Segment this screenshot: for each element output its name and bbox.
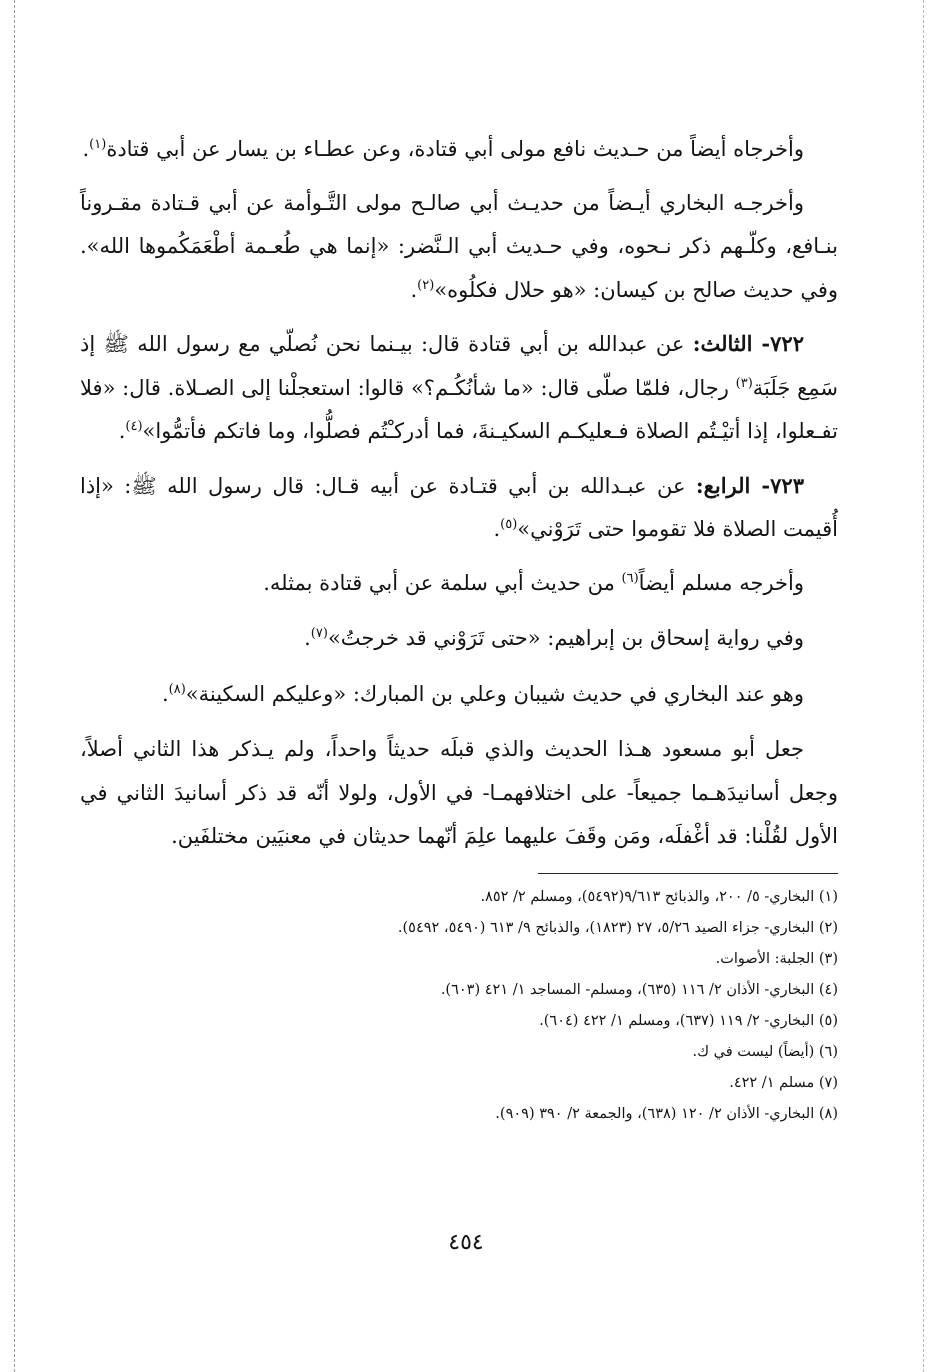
footnote-ref: (٣) bbox=[735, 375, 753, 391]
footnote-ref: (٦) bbox=[621, 570, 639, 586]
footnote-divider bbox=[538, 873, 838, 874]
hadith-722: ٧٢٢- الثالث: عن عبدالله بن أبي قتادة قال: بيـنما نحن نُصلّي مع رسول الله ﷺ إذ سَمِع جَلَبَة$^{(٣)}$ رجال، فلمّا صلّى قال: «ما شأنُكُـم؟» قالوا: استعجلْنا إلى الصـلاة. قال: «فلا تفـعلوا، إذا أتيْـتُم الصلاة فـعليكـم السكيـنةَ، فما أدركـْتُم فصلُّوا، وما فاتكم فأتمُّوا»$^{(٤)}$. bbox=[80, 331, 838, 443]
footnote-5: (٥) البخاري- ٢/ ١١٩ (٦٣٧)، ومسلم ١/ ٤٢٢ (٦٠٤). bbox=[539, 1012, 838, 1029]
page-body bbox=[80, 128, 838, 1130]
paragraph-text: وأخرجاه أيضاً من حـديث نافع مولى أبي قتادة، وعن عطـاء بن يسار عن أبي قتادة bbox=[106, 137, 804, 161]
footnote-ref: (٨) bbox=[168, 681, 186, 697]
footnote-3: (٣) الجلبة: الأصوات. bbox=[715, 950, 838, 967]
footnote-2: (٢) البخاري- جزاء الصيد ٥/٢٦، ٢٧ (١٨٢٣)، والذبائح ٩/ ٦١٣ (٥٤٩٠، ٥٤٩٢). bbox=[397, 919, 838, 936]
paragraph-text: من حديث أبي سلمة عن أبي قتادة بمثله. bbox=[263, 570, 615, 595]
hadith-number: ٧٢٢- الثالث: bbox=[692, 331, 804, 356]
footnote-ref: (٢) bbox=[417, 277, 435, 293]
footnote-7: (٧) مسلم ١/ ٤٢٢. bbox=[729, 1074, 838, 1091]
paragraph-5 bbox=[80, 562, 838, 606]
paragraph-text: وفي رواية إسحاق بن إبراهيم: «حتى تَرَوْني قد خرجتُ» bbox=[327, 626, 804, 650]
hadith-number: ٧٢٣- الرابع: bbox=[695, 472, 804, 498]
paragraph-text: وأخرجـه البخاري أيـضاً من حديـث أبي صالـح مولى التَّـوأمة عن أبي قـتادة مقـروناً بنـافع، وكلّـهم ذكر نـحوه، وفي حـديث أبي الـنَّضر: «إنما هي طُعـمة أطْعَمَكُموها الله». وفي حديث صالح بن كيسان: «هو حلال فكلُوه» bbox=[80, 190, 838, 302]
hadith-723: ٧٢٣- الرابع: عن عبـدالله بن أبي قتـادة عن أبيه قـال: قال رسول الله ﷺ: «إذا أُقيمت الصلاة فلا تقوموا حتى تَرَوْني»$^{(٥)}$. bbox=[80, 472, 838, 541]
footnote-ref: (٤) bbox=[125, 419, 143, 434]
paragraph-text: وأخرجه مسلم أيضاً bbox=[638, 570, 804, 595]
paragraph-text: جعل أبو مسعود هـذا الحديث والذي قبلَه حديثاً واحداً، ولم يـذكر هذا الثاني أصلاً، وجعل أسانيدَهـما جميعاً- على اختلافهمـا- في الأول، ولولا أنّه قد ذكر أسانيدَ الثاني في الأول لقُلْنا: قد أغْفلَه، ومَن وقَفَ عليهما علِمَ أنّهما حديثان في معنيَين مختلفَين. bbox=[80, 737, 838, 848]
paragraph-7: وهو عند البخاري في حديث شيبان وعلي بن المبارك: «وعليكم السكينة»$^{(٨)}$. bbox=[161, 681, 804, 706]
scan-edge-left bbox=[14, 0, 15, 1372]
paragraph-text: رجال، فلمّا صلّى قال: «ما شأنُكُـم؟» قالوا: استعجلْنا إلى الصـلاة. قال: «فلا تفـعلوا، إذا أتيْـتُم الصلاة فـعليكـم السكيـنةَ، فما أدركـْتُم فصلُّوا، وما فاتكم فأتمُّوا» bbox=[80, 375, 838, 443]
footnote-ref: (٧) bbox=[310, 626, 328, 641]
footnotes bbox=[80, 882, 838, 1130]
paragraph-2: وأخرجـه البخاري أيـضاً من حديـث أبي صالـح مولى التَّـوأمة عن أبي قـتادة مقـروناً بنـافع، وكلّـهم ذكر نـحوه، وفي حـديث أبي الـنَّضر: «إنما هي طُعـمة أطْعَمَكُموها الله». وفي حديث صالح بن كيسان: «هو حلال فكلُوه»$^{(٢)}$. bbox=[80, 190, 838, 302]
paragraph-text: عن عبدالله بن أبي قتادة قال: بيـنما نحن نُصلّي مع رسول الله ﷺ إذ سَمِع جَلَبَة bbox=[80, 332, 838, 400]
footnote-1: (١) البخاري- ٥/ ٢٠٠، والذبائح ٩/٦١٣(٥٤٩٢)، ومسلم ٢/ ٨٥٢. bbox=[480, 888, 838, 905]
paragraph-8 bbox=[80, 728, 838, 859]
footnote-8: (٨) البخاري- الأذان ٢/ ١٢٠ (٦٣٨)، والجمعة ٢/ ٣٩٠ (٩٠٩). bbox=[495, 1105, 838, 1122]
footnote-6: (٦) (أيضاً) ليست في ك. bbox=[692, 1043, 838, 1060]
page-number: ٤٥٤ bbox=[448, 1230, 484, 1255]
paragraph-text: وهو عند البخاري في حديث شيبان وعلي بن المبارك: «وعليكم السكينة» bbox=[185, 681, 804, 706]
paragraph-text: عن عبـدالله بن أبي قتـادة عن أبيه قـال: قال رسول الله ﷺ: «إذا أُقيمت الصلاة فلا تقوموا حتى تَرَوْني» bbox=[80, 473, 838, 541]
footnote-ref: (١) bbox=[89, 137, 107, 152]
paragraph-1: وأخرجاه أيضاً من حـديث نافع مولى أبي قتادة، وعن عطـاء بن يسار عن أبي قتادة$^{(١)}$. bbox=[82, 137, 804, 161]
footnote-ref: (٥) bbox=[500, 517, 518, 532]
paragraph-6: وفي رواية إسحاق بن إبراهيم: «حتى تَرَوْني قد خرجتُ»$^{(٧)}$. bbox=[304, 626, 804, 650]
footnote-4: (٤) البخاري- الأذان ٢/ ١١٦ (٦٣٥)، ومسلم- المساجد ١/ ٤٢١ (٦٠٣). bbox=[440, 981, 838, 998]
scan-edge-right bbox=[923, 0, 924, 1372]
